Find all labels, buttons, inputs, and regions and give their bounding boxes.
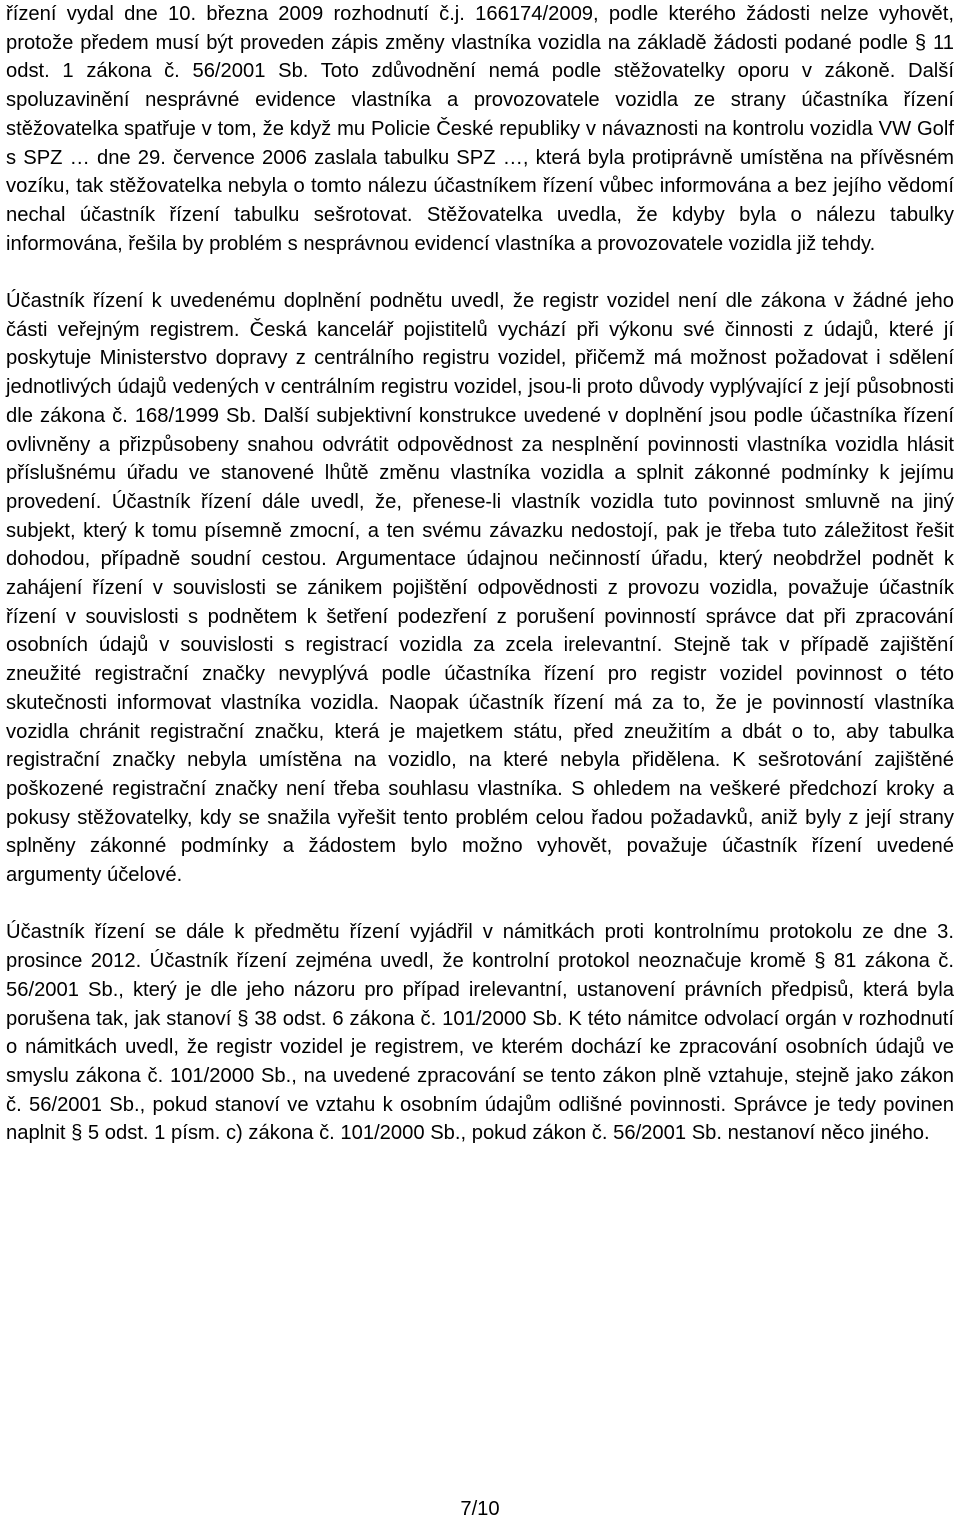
paragraph-party-response: Účastník řízení k uvedenému doplnění podnětu uvedl, že registr vozidel není dle zákona v žádné jeho části veřejným registrem. Česká kancelář pojistitelů vychází při výkonu své činnosti z údajů, které jí poskytuje Ministerstvo dopravy z centrálního registru vozidel, přičemž má možnost požadovat i sdělení jednotlivých údajů vedených v centrálním registru vozidel, jsou-li proto důvody vyplývající z její působnosti dle zákona č. 168/1999 Sb. Další subjektivní konstrukce uvedené v doplnění jsou podle účastníka řízení ovlivněny a přizpůsobeny snahou odvrátit odpovědnost za nesplnění povinnosti vlastníka vozidla hlásit příslušnému úřadu ve stanovené lhůtě změnu vlastníka vozidla a splnit zákonné podmínky k jejímu provedení. Účastník řízení dále uvedl, že, přenese-li vlastník vozidla tuto povinnost smluvně na jiný subjekt, který k tomu písemně zmocní, a ten svému závazku nedostojí, pak je třeba tuto záležitost řešit dohodou, případně soudní cestou. Argumentace údajnou nečinností úřadu, který neobdržel podnět k zahájení řízení v souvislosti se zánikem pojištění odpovědnosti z provozu vozidla, považuje účastník řízení v souvislosti s podnětem k šetření podezření z porušení povinností správce dat při zpracování osobních údajů v souvislosti s registrací vozidla za zcela irelevantní. Stejně tak v případě zajištění zneužité registrační značky nevyplývá podle účastníka řízení pro registr vozidel povinnost o této skutečnosti informovat vlastníka vozidla. Naopak účastník řízení má za to, že je povinností vlastníka vozidla chránit registrační značku, která je majetkem státu, před zneužitím a dbát o to, aby tabulka registrační značky nebyla umístěna na vozidlo, na které nebyla přidělena. K sešrotování zajištěné poškozené registrační značky není třeba souhlasu vlastníka. S ohledem na veškeré předchozí kroky a pokusy stěžovatelky, kdy se snažila vyřešit tento problém celou řadou požadavků, aniž byly z její strany splněny zákonné podmínky a žádostem bylo možno vyhovět, považuje účastník řízení uvedené argumenty účelové. — [6, 290, 954, 887]
paragraph-complaint-continuation: řízení vydal dne 10. března 2009 rozhodnutí č.j. 166174/2009, podle kterého žádosti nelze vyhovět, protože předem musí být proveden zápis změny vlastníka vozidla na základě žádosti podané podle § 11 odst. 1 zákona č. 56/2001 Sb. Toto zdůvodnění nemá podle stěžovatelky oporu v zákoně. Další spoluzavinění nesprávné evidence vlastníka a provozovatele vozidla ze strany účastníka řízení stěžovatelka spatřuje v tom, že když mu Policie České republiky v návaznosti na kontrolu vozidla VW Golf s SPZ … dne 29. července 2006 zaslala tabulku SPZ …, která byla protiprávně umístěna na přívěsném vozíku, tak stěžovatelka nebyla o tomto nálezu účastníkem řízení vůbec informována a bez jejího vědomí nechal účastník řízení tabulku sešrotovat. Stěžovatelka uvedla, že kdyby byla o nálezu tabulky informována, řešila by problém s nesprávnou evidencí vlastníka a provozovatele vozidla již tehdy. — [6, 3, 954, 255]
page-number: 7/10 — [460, 1498, 500, 1520]
document-page — [6, 0, 954, 1148]
paragraph-objections: Účastník řízení se dále k předmětu řízení vyjádřil v námitkách proti kontrolnímu protokolu ze dne 3. prosince 2012. Účastník řízení zejména uvedl, že kontrolní protokol neoznačuje kromě § 81 zákona č. 56/2001 Sb., který je dle jeho názoru pro případ irelevantní, ustanovení právních předpisů, která byla porušena tak, jak stanoví § 38 odst. 6 zákona č. 101/2000 Sb. K této námitce odvolací orgán v rozhodnutí o námitkách uvedl, že registr vozidel je registrem, ve kterém dochází ke zpracování osobních údajů ve smyslu zákona č. 101/2000 Sb., na uvedené zpracování se tento zákon plně vztahuje, stejně jako zákon č. 56/2001 Sb., pokud stanoví ve vztahu k osobním údajům odlišné povinnosti. Správce je tedy povinen naplnit § 5 odst. 1 písm. c) zákona č. 101/2000 Sb., pokud zákon č. 56/2001 Sb. nestanoví něco jiného. — [6, 921, 954, 1145]
